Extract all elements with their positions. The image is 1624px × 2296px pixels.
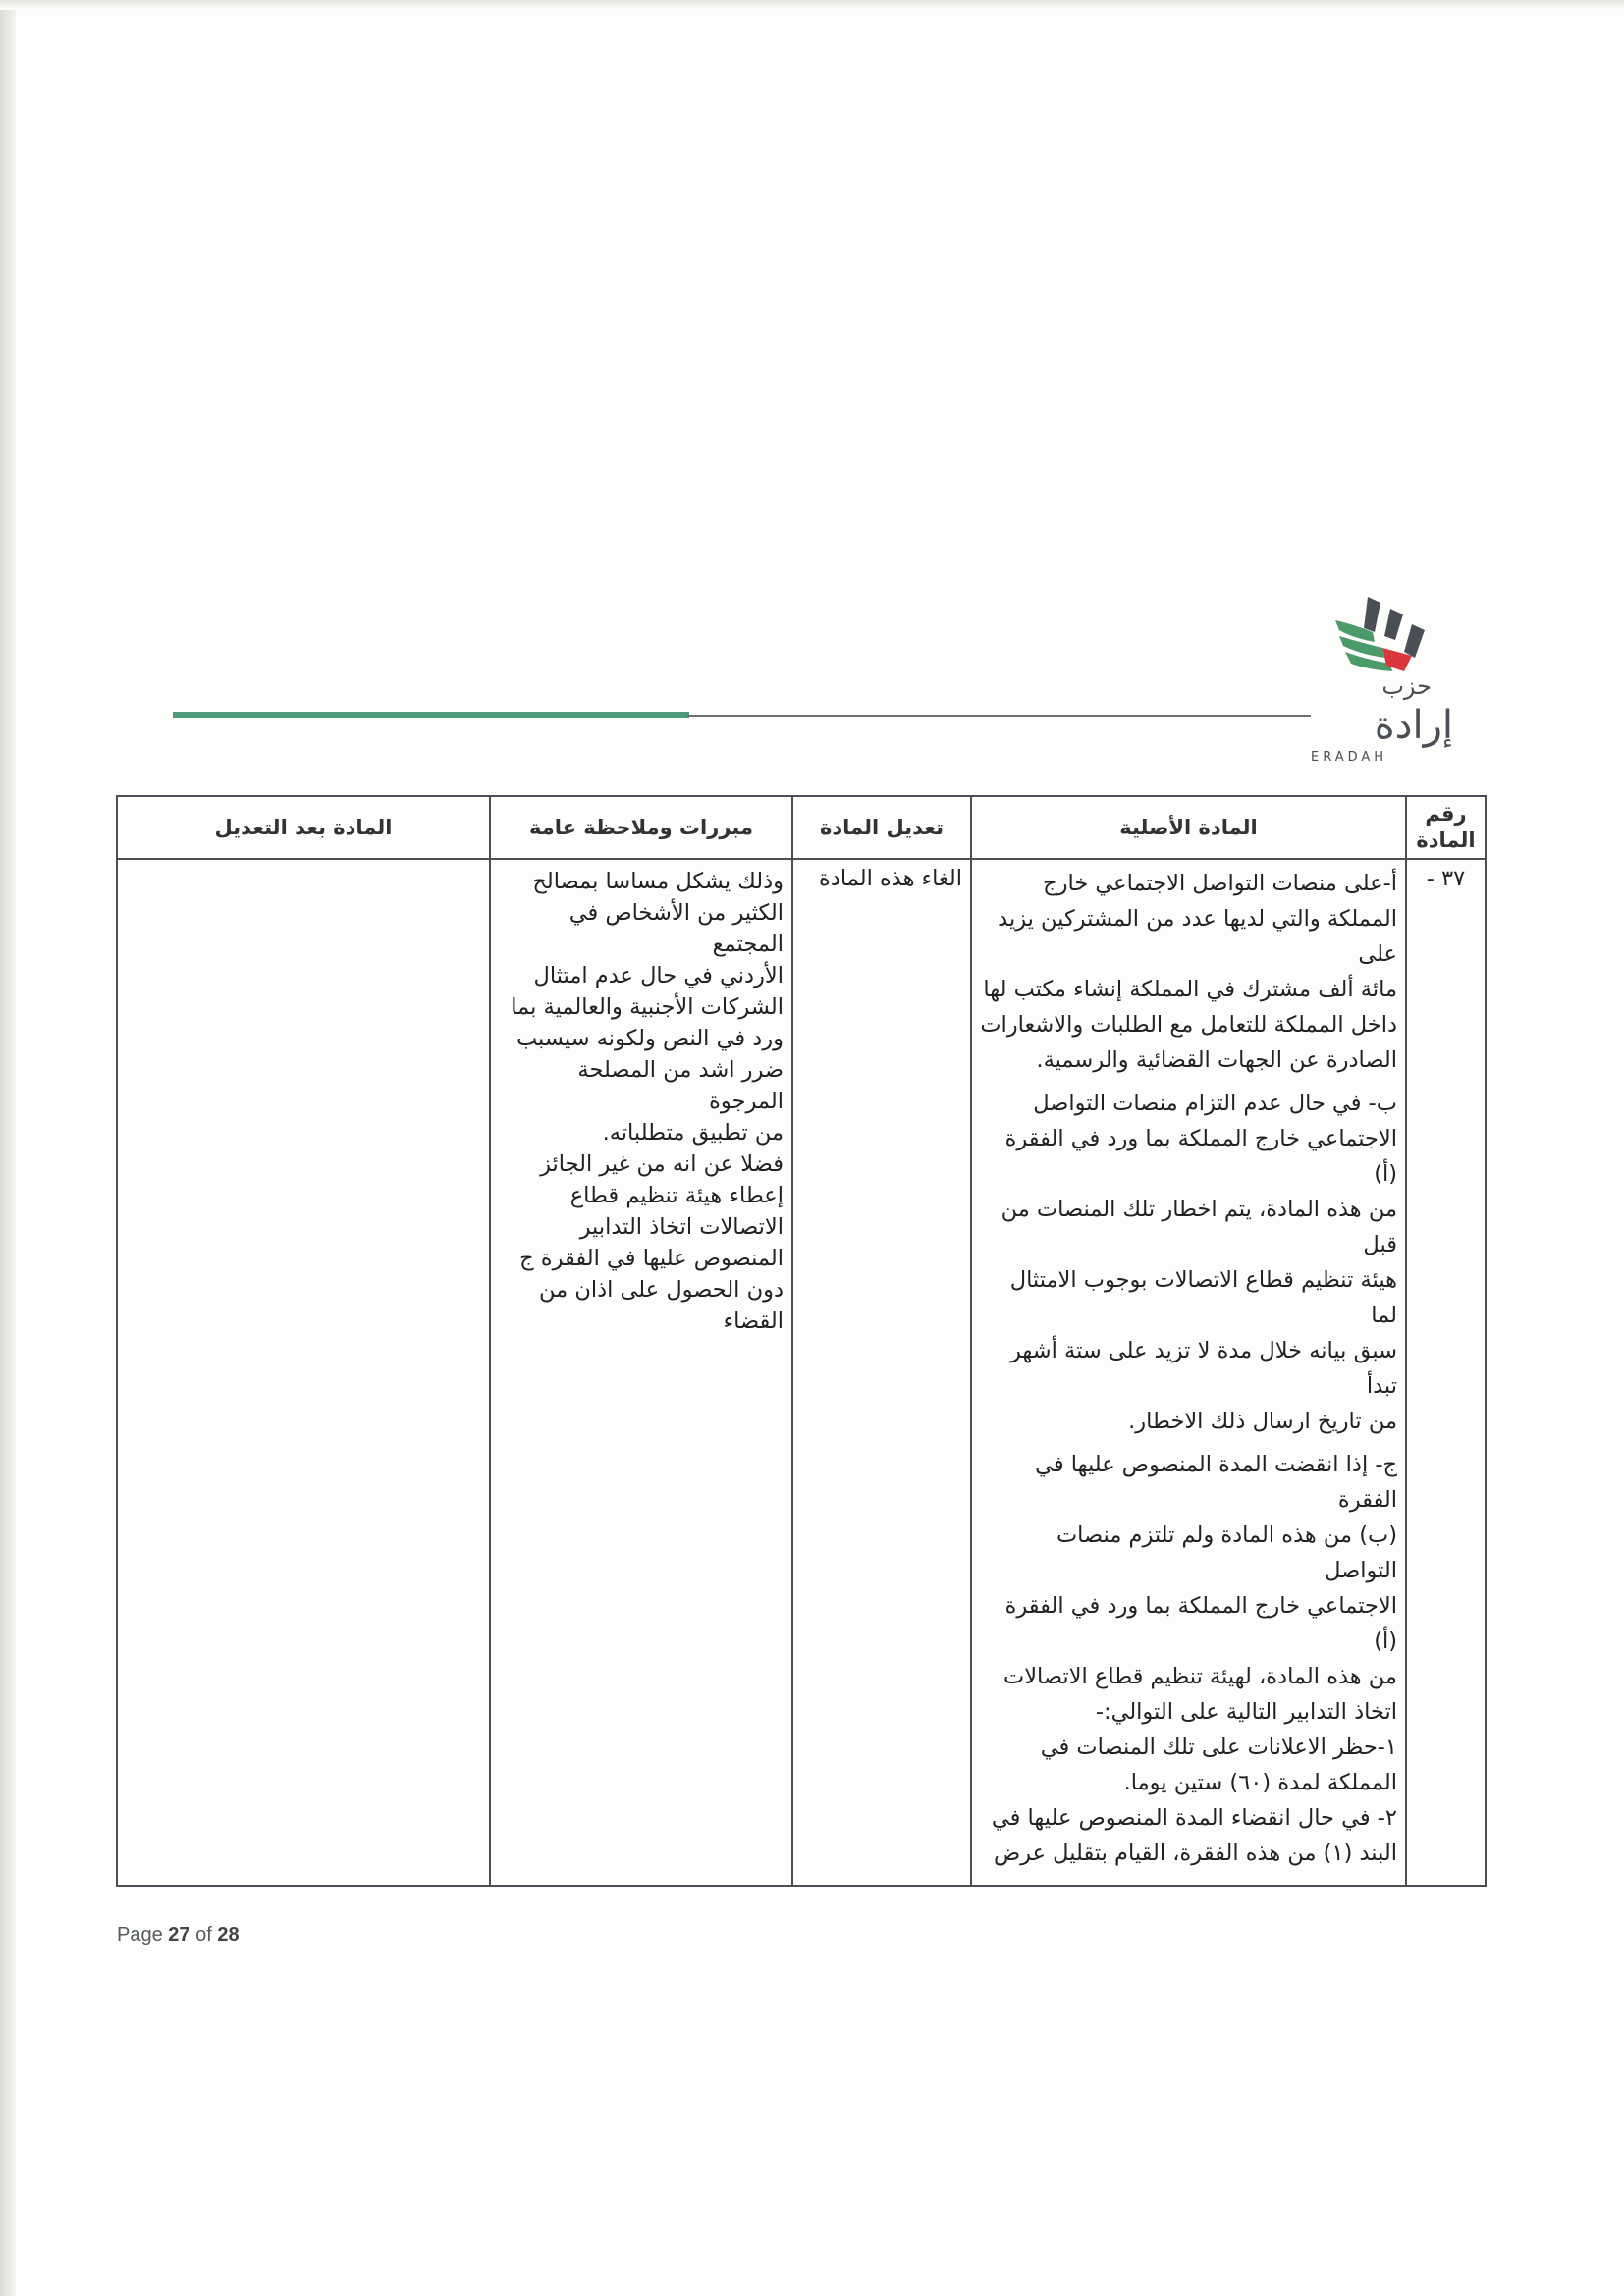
- text-line: اتخاذ التدابير التالية على التوالي:-: [1095, 1699, 1397, 1725]
- text-line: وذلك يشكل مساسا بمصالح: [532, 869, 784, 894]
- amendments-table: [116, 795, 1487, 1887]
- text-line: الكثير من الأشخاص في المجتمع: [568, 900, 784, 957]
- text-line: البند (١) من هذه الفقرة، القيام بتقليل عرض: [993, 1841, 1397, 1866]
- text-line: المملكة لمدة (٦٠) ستين يوما.: [1123, 1770, 1397, 1795]
- original-paragraph: [980, 1086, 1397, 1439]
- header-article-number: رقم المادة: [1406, 796, 1486, 859]
- article-number: ٣٧ -: [1426, 866, 1466, 891]
- scan-top-edge: [0, 0, 1624, 10]
- text-line: من تطبيق متطلباته.: [602, 1120, 784, 1146]
- text-line: ب- في حال عدم التزام منصات التواصل: [1033, 1091, 1397, 1116]
- original-paragraph: [980, 866, 1397, 1078]
- page-of-label: of: [195, 1924, 212, 1946]
- header-rule-green: [173, 712, 689, 718]
- header-original-article: المادة الأصلية: [971, 796, 1406, 859]
- page-label: Page: [117, 1924, 163, 1946]
- amendment-text: الغاء هذه المادة: [819, 866, 962, 891]
- text-line: ورد في النص ولكونه سيسبب: [515, 1026, 784, 1051]
- text-line: من هذه المادة، لهيئة تنظيم قطاع الاتصالات: [1003, 1664, 1397, 1689]
- text-line: الصادرة عن الجهات القضائية والرسمية.: [1036, 1047, 1397, 1073]
- eradah-logo: [1311, 595, 1453, 766]
- text-line: المملكة والتي لديها عدد من المشتركين يزيد على: [998, 906, 1397, 967]
- text-line: فضلا عن انه من غير الجائز: [540, 1151, 784, 1177]
- text-line: ٢- في حال انقضاء المدة المنصوص عليها في: [991, 1805, 1397, 1831]
- text-line: الأردني في حال عدم امتثال: [533, 963, 784, 988]
- logo-name-text: إرادة: [1374, 703, 1453, 748]
- original-paragraph: [980, 1447, 1397, 1871]
- text-line: (ب) من هذه المادة ولم تلتزم منصات التواصل: [1056, 1522, 1397, 1583]
- justification-text: [491, 860, 791, 1343]
- document-body: [116, 795, 1487, 1947]
- header-justification: مبررات وملاحظة عامة: [490, 796, 792, 859]
- text-line: سبق بيانه خلال مدة لا تزيد على ستة أشهر تبدأ: [1010, 1338, 1397, 1399]
- text-line: ضرر اشد من المصلحة المرجوة: [577, 1057, 784, 1114]
- scan-edge: [0, 0, 16, 2296]
- current-page: 27: [168, 1924, 190, 1946]
- article-after-text: [118, 860, 489, 872]
- text-line: مائة ألف مشترك في المملكة إنشاء مكتب لها: [983, 977, 1397, 1002]
- text-line: هيئة تنظيم قطاع الاتصالات بوجوب الامتثال لما: [1009, 1267, 1397, 1328]
- text-line: المنصوص عليها في الفقرة ج: [519, 1246, 784, 1271]
- text-line: داخل المملكة للتعامل مع الطلبات والاشعارات: [980, 1012, 1397, 1038]
- text-line: ١-حظر الاعلانات على تلك المنصات في: [1040, 1735, 1397, 1760]
- logo-party-text: حزب: [1381, 672, 1432, 700]
- header-rule-gray: [687, 715, 1311, 717]
- text-line: ج- إذا انقضت المدة المنصوص عليها في الفقرة: [1035, 1452, 1397, 1513]
- page-number: [117, 1924, 1487, 1947]
- header-article-after: المادة بعد التعديل: [117, 796, 490, 859]
- text-line: الشركات الأجنبية والعالمية بما: [511, 994, 784, 1020]
- table-header-row: [117, 796, 1486, 859]
- text-line: الاجتماعي خارج المملكة بما ورد في الفقرة (أ): [1004, 1593, 1397, 1654]
- text-line: من هذه المادة، يتم اخطار تلك المنصات من قبل: [1001, 1197, 1397, 1257]
- text-line: الاتصالات اتخاذ التدابير: [579, 1214, 784, 1240]
- text-line: أ-على منصات التواصل الاجتماعي خارج: [1043, 871, 1397, 896]
- logo-flag-icon: [1324, 595, 1441, 671]
- text-line: من تاريخ ارسال ذلك الاخطار.: [1128, 1409, 1397, 1434]
- text-line: القضاء: [723, 1308, 784, 1334]
- total-pages: 28: [217, 1924, 240, 1946]
- text-line: إعطاء هيئة تنظيم قطاع: [569, 1183, 784, 1208]
- text-line: دون الحصول على اذان من: [539, 1277, 784, 1303]
- text-line: الاجتماعي خارج المملكة بما ورد في الفقرة (أ): [1004, 1126, 1397, 1187]
- table-row: [117, 859, 1486, 1886]
- logo-name-english: ERADAH: [1311, 750, 1388, 765]
- original-article-text: [972, 860, 1405, 1885]
- header-amendment: تعديل المادة: [792, 796, 971, 859]
